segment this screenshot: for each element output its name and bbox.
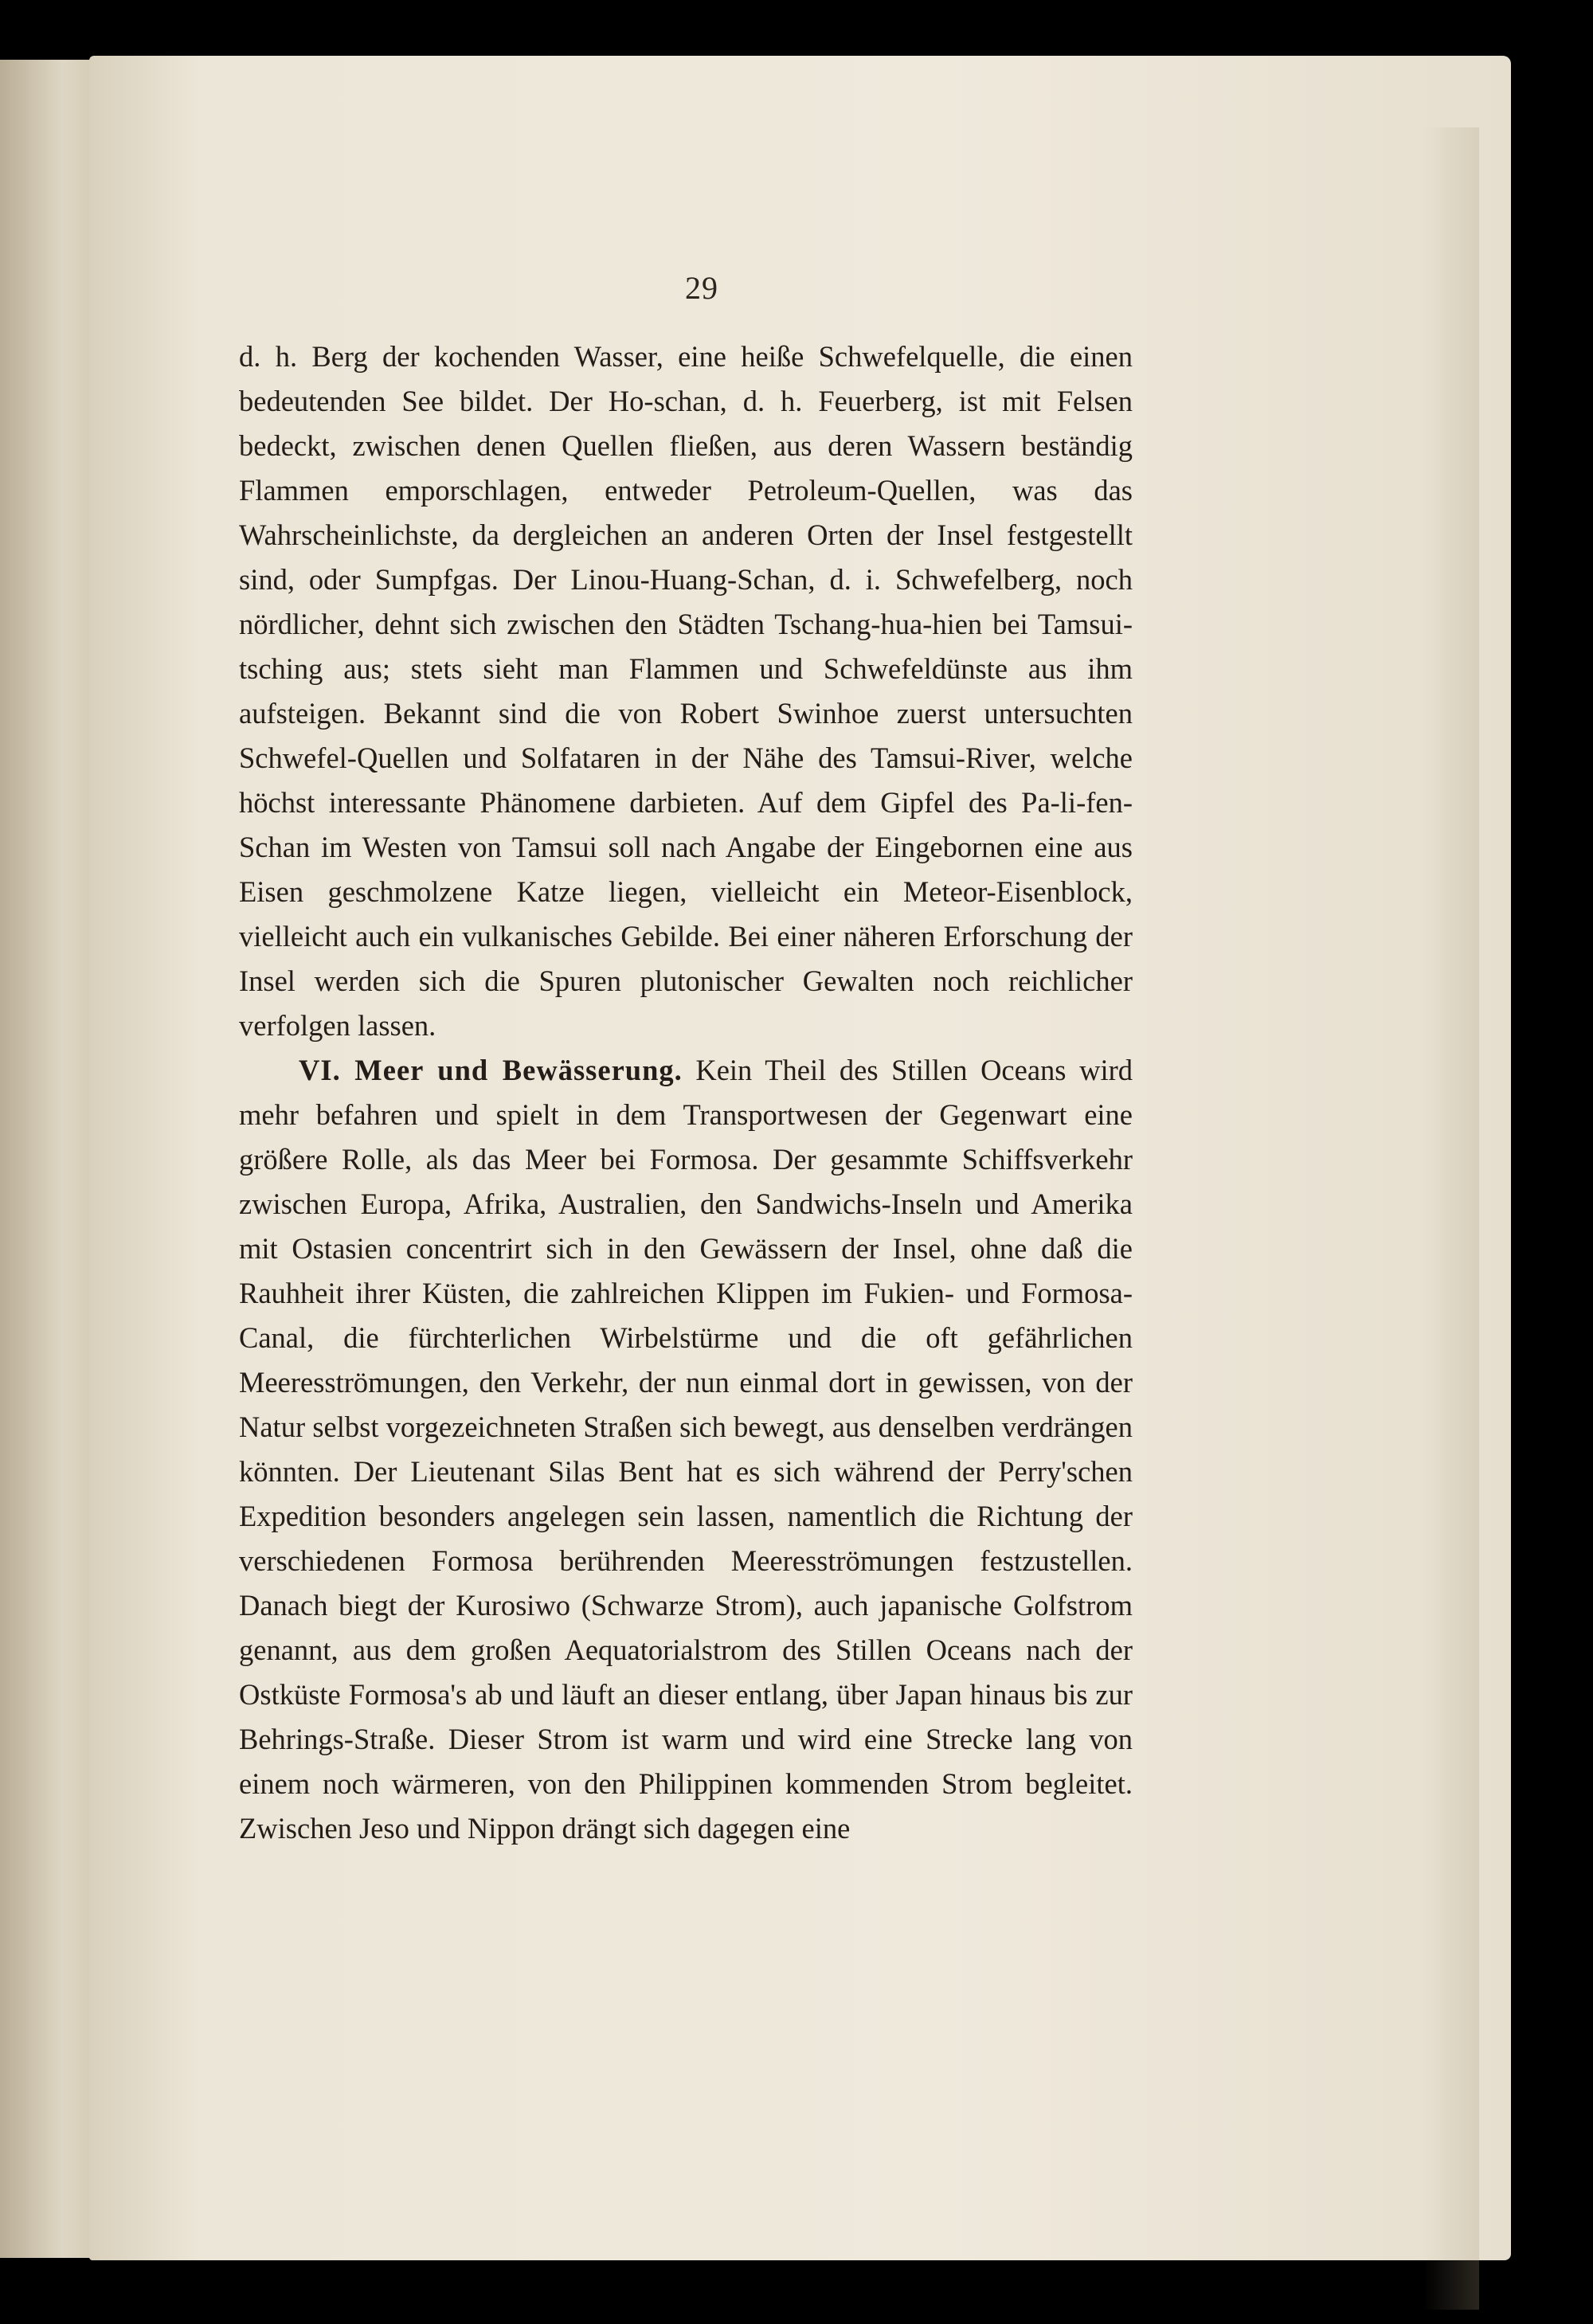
body-text bbox=[239, 335, 1133, 1851]
left-page-edge bbox=[0, 60, 104, 2258]
section-heading: VI. Meer und Bewässerung. bbox=[299, 1054, 683, 1086]
page-edge-shadow bbox=[1423, 127, 1479, 2310]
paragraph-1: d. h. Berg der kochenden Wasser, eine heiße Schwefelquelle, die einen bedeutenden See bildet. Der Ho-schan, d. h. Feuerberg, ist mit Felsen bedeckt, zwischen denen Quellen fließen, aus deren Wassern beständig Flammen emporschlagen, entweder Petroleum-Quellen, was das Wahrscheinlichste, da dergleichen an anderen Orten der Insel festgestellt sind, oder Sumpfgas. Der Linou-Huang-Schan, d. i. Schwefelberg, noch nördlicher, dehnt sich zwischen den Städten Tschang-hua-hien bei Tamsui-tsching aus; stets sieht man Flammen und Schwefeldünste aus ihm aufsteigen. Bekannt sind die von Robert Swinhoe zuerst untersuchten Schwefel-Quellen und Solfataren in der Nähe des Tamsui-River, welche höchst interessante Phänomene darbieten. Auf dem Gipfel des Pa-li-fen-Schan im Westen von Tamsui soll nach Angabe der Eingebornen eine aus Eisen geschmolzene Katze liegen, vielleicht ein Meteor-Eisenblock, vielleicht auch ein vulkanisches Gebilde. Bei einer näheren Erforschung der Insel werden sich die Spuren plutonischer Gewalten noch reichlicher verfolgen lassen. bbox=[239, 340, 1133, 1042]
paragraph-2-text: Kein Theil des Stillen Oceans wird mehr befahren und spielt in dem Transportwesen der Gegenwart eine größere Rolle, als das Meer bei Formosa. Der gesammte Schiffsverkehr zwischen Europa, Afrika, Australien, den Sandwichs-Inseln und Amerika mit Ostasien concentrirt sich in den Gewässern der Insel, ohne daß die Rauhheit ihrer Küsten, die zahlreichen Klippen im Fukien- und Formosa-Canal, die fürchterlichen Wirbelstürme und die oft gefährlichen Meeresströmungen, den Verkehr, der nun einmal dort in gewissen, von der Natur selbst vorgezeichneten Straßen sich bewegt, aus denselben verdrängen könnten. Der Lieutenant Silas Bent hat es sich während der Perry'schen Expedition besonders angelegen sein lassen, namentlich die Richtung der verschiedenen Formosa berührenden Meeresströmungen festzustellen. Danach biegt der Kurosiwo (Schwarze Strom), auch japanische Golfstrom genannt, aus dem großen Aequatorialstrom des Stillen Oceans nach der Ostküste Formosa's ab und läuft an dieser entlang, über Japan hinaus bis zur Behrings-Straße. Dieser Strom ist warm und wird eine Strecke lang von einem noch wärmeren, von den Philippinen kommenden Strom begleitet. Zwischen Jeso und Nippon drängt sich dagegen eine bbox=[239, 1054, 1133, 1845]
page-number: 29 bbox=[685, 270, 718, 306]
paragraph-2 bbox=[239, 1048, 1133, 1851]
